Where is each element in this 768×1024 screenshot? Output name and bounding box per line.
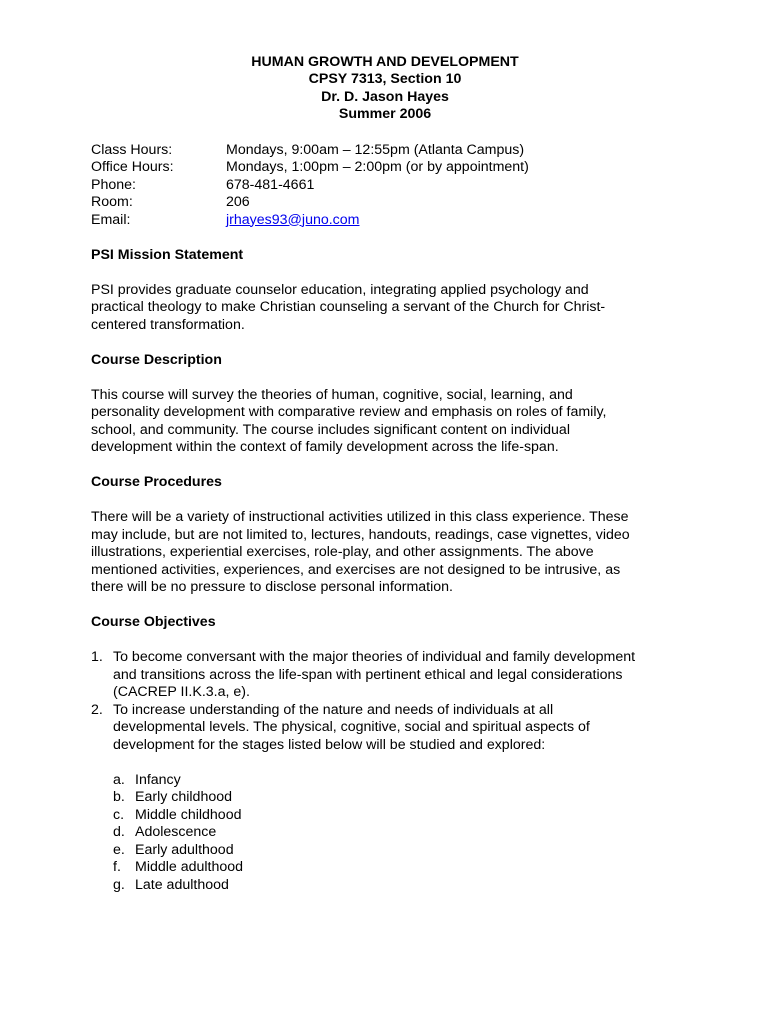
stage-label: Early adulthood: [135, 841, 234, 858]
objective-line: (CACREP II.K.3.a, e).: [113, 684, 250, 701]
stage-label: Middle adulthood: [135, 859, 244, 876]
stage-item: [113, 877, 691, 895]
email-row: [91, 212, 691, 230]
objective-line: development for the stages listed below will be studied and explored:: [113, 736, 546, 753]
objective-line: To become conversant with the major theories of individual and family development: [113, 649, 636, 666]
mission-line: PSI provides graduate counselor education, integrating applied psychology and: [91, 281, 589, 298]
description-heading: Course Description: [91, 351, 222, 368]
class-hours-label: Class Hours:: [91, 141, 173, 158]
description-paragraph: [91, 387, 681, 457]
phone-label: Phone:: [91, 176, 136, 193]
stage-item: [113, 824, 691, 842]
stage-item: [113, 842, 691, 860]
stage-label: Early childhood: [135, 789, 233, 806]
description-line: development within the context of family development across the life-span.: [91, 439, 559, 456]
office-hours-value: Mondays, 1:00pm – 2:00pm (or by appointment): [226, 159, 529, 176]
phone-row: [91, 177, 691, 195]
stage-label: Middle childhood: [135, 806, 242, 823]
room-value: 206: [226, 194, 250, 211]
stage-letter: a.: [113, 771, 125, 788]
class-hours-value: Mondays, 9:00am – 12:55pm (Atlanta Campus): [226, 141, 525, 158]
email-link[interactable]: jrhayes93@juno.com: [226, 211, 360, 228]
room-label: Room:: [91, 194, 133, 211]
stage-letter: d.: [113, 824, 125, 841]
course-code: CPSY 7313, Section 10: [308, 71, 462, 88]
stage-item: [113, 772, 691, 790]
objective-line: and transitions across the life-span with pertinent ethical and legal considerations: [113, 666, 623, 683]
description-line: This course will survey the theories of human, cognitive, social, learning, and: [91, 386, 573, 403]
mission-line: practical theology to make Christian counseling a servant of the Church for Christ-: [91, 299, 606, 316]
syllabus-header: [79, 54, 691, 124]
procedures-heading: Course Procedures: [91, 474, 222, 491]
description-line: personality development with comparative review and emphasis on roles of family,: [91, 404, 607, 421]
email-label: Email:: [91, 211, 131, 228]
phone-value: 678-481-4661: [226, 176, 315, 193]
stages-list: [113, 772, 691, 895]
objective-item: [91, 702, 691, 755]
objective-text: [113, 649, 635, 702]
stage-item: [113, 807, 691, 825]
stage-letter: g.: [113, 876, 125, 893]
procedures-line: mentioned activities, experiences, and exercises are not designed to be intrusive, as: [91, 561, 621, 578]
stage-item: [113, 789, 691, 807]
mission-paragraph: [91, 282, 681, 335]
stage-label: Late adulthood: [135, 876, 229, 893]
course-info: [91, 142, 691, 230]
objectives-heading: Course Objectives: [91, 614, 216, 631]
stage-letter: f.: [113, 859, 121, 876]
instructor-name: Dr. D. Jason Hayes: [321, 88, 449, 105]
stage-letter: e.: [113, 841, 125, 858]
term: Summer 2006: [338, 106, 432, 123]
procedures-line: may include, but are not limited to, lectures, handouts, readings, case vignettes, video: [91, 526, 630, 543]
description-line: school, and community. The course includes significant content on individual: [91, 421, 570, 438]
office-hours-row: [91, 159, 691, 177]
procedures-paragraph: [91, 509, 681, 597]
stage-letter: c.: [113, 806, 125, 823]
stage-label: Infancy: [135, 771, 181, 788]
procedures-line: There will be a variety of instructional activities utilized in this class experience. These: [91, 509, 629, 526]
objective-number: 1.: [91, 649, 103, 666]
stage-label: Adolescence: [135, 824, 217, 841]
procedures-line: there will be no pressure to disclose personal information.: [91, 579, 453, 596]
objective-number: 2.: [91, 701, 103, 718]
room-row: [91, 194, 691, 212]
stage-letter: b.: [113, 789, 125, 806]
objective-item: [91, 649, 691, 702]
class-hours-row: [91, 142, 691, 160]
course-title: HUMAN GROWTH AND DEVELOPMENT: [251, 54, 519, 70]
mission-heading: PSI Mission Statement: [91, 246, 244, 263]
stage-item: [113, 859, 691, 877]
objective-line: To increase understanding of the nature and needs of individuals at all: [113, 701, 554, 718]
objective-line: developmental levels. The physical, cognitive, social and spiritual aspects of: [113, 719, 590, 736]
office-hours-label: Office Hours:: [91, 159, 174, 176]
objective-text: [113, 702, 590, 755]
objectives-list: [91, 649, 691, 894]
procedures-line: illustrations, experiential exercises, role-play, and other assignments. The above: [91, 544, 594, 561]
document-page: [91, 54, 691, 894]
mission-line: centered transformation.: [91, 316, 245, 333]
